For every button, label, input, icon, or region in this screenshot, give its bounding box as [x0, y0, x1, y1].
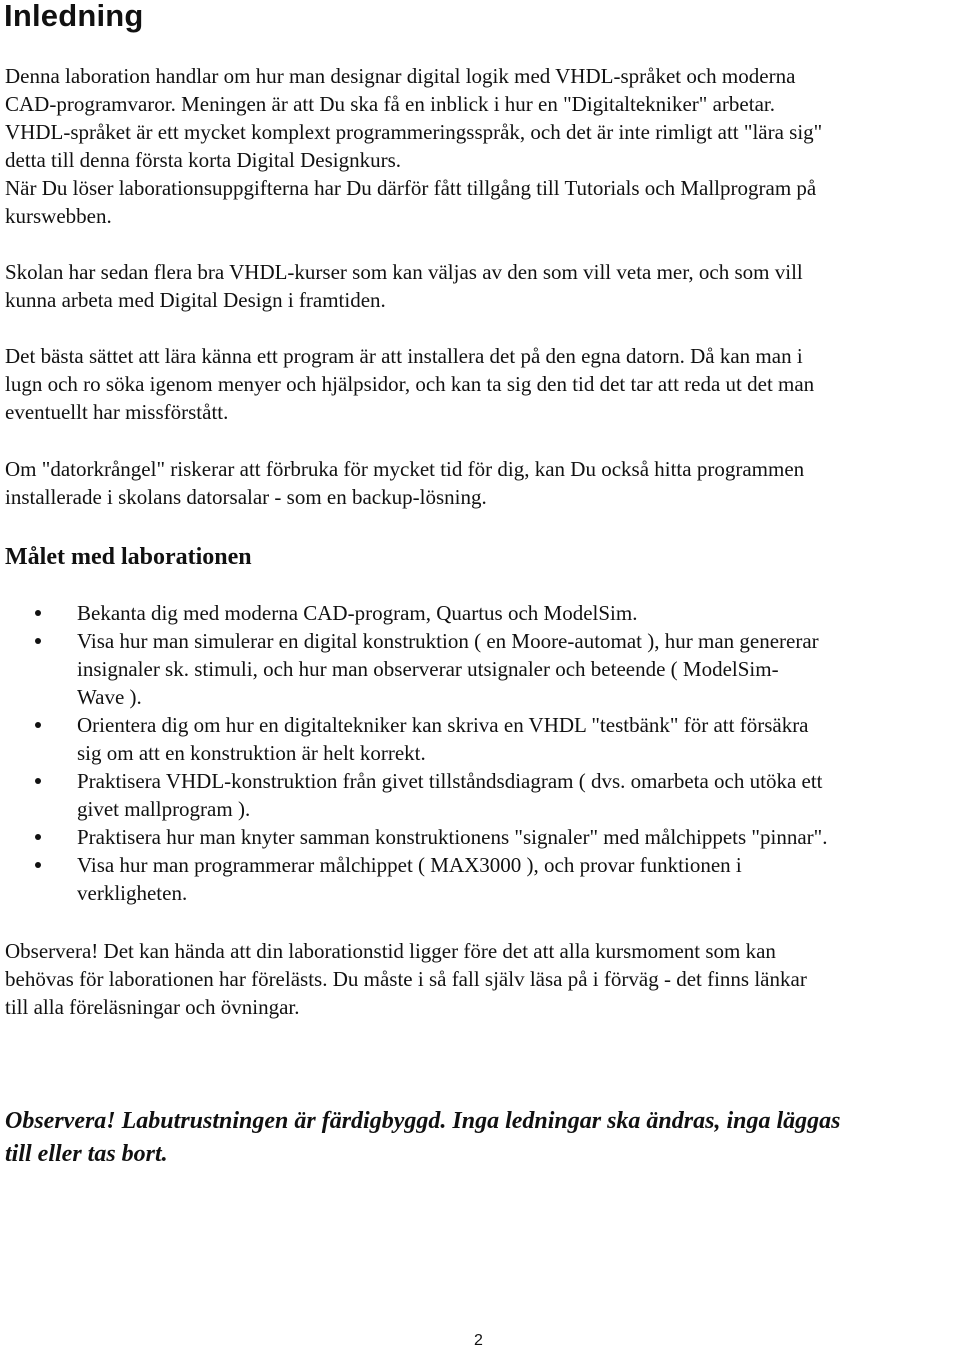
paragraph-line: Det bästa sättet att lära känna ett program är att installera det på den egna datorn. Då kan man i [5, 344, 803, 368]
goal-item [0, 711, 960, 767]
intro-line: kurswebben. [5, 204, 112, 228]
goals-heading: Målet med laborationen [5, 544, 252, 570]
paragraph-line: till alla föreläsningar och övningar. [5, 995, 300, 1019]
bullet-icon [35, 862, 41, 868]
bullet-icon [35, 610, 41, 616]
goal-line: insignaler sk. stimuli, och hur man observerar utsignaler och beteende ( ModelSim- [77, 657, 779, 681]
warning-line: till eller tas bort. [5, 1141, 168, 1167]
bullet-icon [35, 722, 41, 728]
goal-item [0, 823, 960, 851]
goal-line: Praktisera hur man knyter samman konstruktionens "signaler" med målchippets "pinnar". [77, 825, 828, 849]
goal-line: Bekanta dig med moderna CAD-program, Quartus och ModelSim. [77, 601, 638, 625]
intro-line: detta till denna första korta Digital Designkurs. [5, 148, 401, 172]
courses-paragraph [5, 258, 955, 314]
paragraph-line: lugn och ro söka igenom menyer och hjälpsidor, och kan ta sig den tid det tar att reda ut det man [5, 372, 815, 396]
intro-paragraph [5, 62, 955, 230]
goal-line: givet mallprogram ). [77, 797, 251, 821]
paragraph-line: kunna arbeta med Digital Design i framtiden. [5, 288, 386, 312]
page-number: 2 [474, 1332, 483, 1349]
goal-item [0, 599, 960, 627]
warning-text [5, 1105, 960, 1171]
note-paragraph [5, 937, 955, 1021]
paragraph-line: Observera! Det kan hända att din laborationstid ligger före det att alla kursmoment som kan [5, 939, 776, 963]
paragraph-line: Skolan har sedan flera bra VHDL-kurser som kan väljas av den som vill veta mer, och som vill [5, 260, 803, 284]
goal-line: Orientera dig om hur en digitaltekniker kan skriva en VHDL "testbänk" för att försäkra [77, 713, 809, 737]
bullet-icon [35, 778, 41, 784]
install-paragraph [5, 342, 955, 426]
intro-line: När Du löser laborationsuppgifterna har Du därför fått tillgång till Tutorials och Mallprogram på [5, 176, 817, 200]
backup-paragraph [5, 455, 955, 511]
page-heading: Inledning [4, 0, 144, 33]
goal-line: verkligheten. [77, 881, 188, 905]
paragraph-line: installerade i skolans datorsalar - som en backup-lösning. [5, 485, 487, 509]
bullet-icon [35, 834, 41, 840]
paragraph-line: Om "datorkrångel" riskerar att förbruka för mycket tid för dig, kan Du också hitta programmen [5, 457, 805, 481]
intro-line: VHDL-språket är ett mycket komplext programmeringsspråk, och det är inte rimligt att "lära sig" [5, 120, 823, 144]
warning-line: Observera! Labutrustningen är färdigbyggd. Inga ledningar ska ändras, inga läggas [5, 1108, 841, 1134]
goal-line: sig om att en konstruktion är helt korrekt. [77, 741, 426, 765]
paragraph-line: behövas för laborationen har förelästs. Du måste i så fall själv läsa på i förväg - det finns länkar [5, 967, 807, 991]
goal-item [0, 767, 960, 823]
goal-line: Praktisera VHDL-konstruktion från givet tillståndsdiagram ( dvs. omarbeta och utöka ett [77, 769, 823, 793]
goal-line: Wave ). [77, 685, 142, 709]
goal-line: Visa hur man simulerar en digital konstruktion ( en Moore-automat ), hur man genererar [77, 629, 819, 653]
goal-line: Visa hur man programmerar målchippet ( MAX3000 ), och provar funktionen i [77, 853, 742, 877]
goal-item [0, 627, 960, 711]
paragraph-line: eventuellt har missförstått. [5, 400, 229, 424]
intro-line: Denna laboration handlar om hur man designar digital logik med VHDL-språket och moderna [5, 64, 796, 88]
goal-item [0, 851, 960, 907]
bullet-icon [35, 638, 41, 644]
goals-list [0, 599, 960, 907]
intro-line: CAD-programvaror. Meningen är att Du ska få en inblick i hur en "Digitaltekniker" arbetar. [5, 92, 775, 116]
